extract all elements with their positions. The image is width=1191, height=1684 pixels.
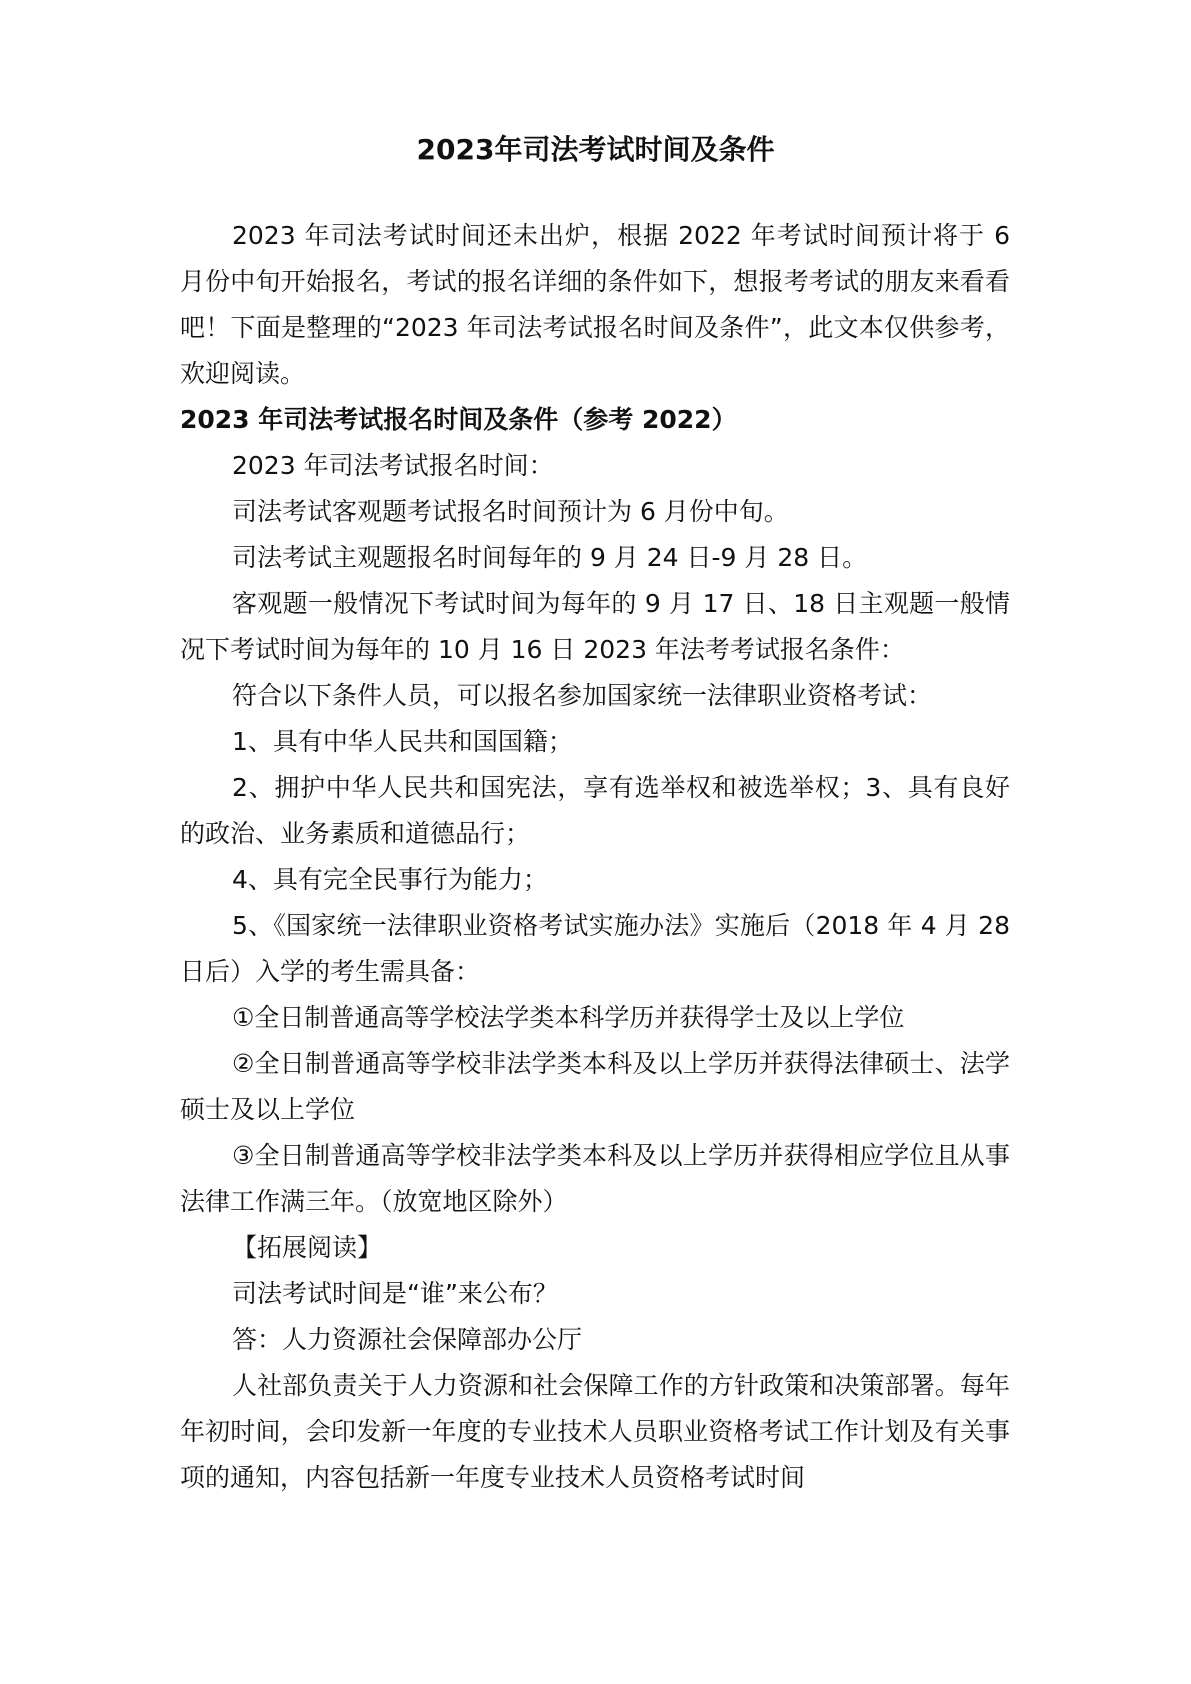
eligibility-intro-paragraph: 符合以下条件人员，可以报名参加国家统一法律职业资格考试：	[232, 681, 933, 710]
condition-5-paragraph: 5、《国家统一法律职业资格考试实施办法》实施后（2018 年 4 月 28 日后）入学的考生需具备：	[180, 911, 1010, 986]
question-paragraph: 司法考试时间是“谁”来公布？	[232, 1279, 558, 1308]
document-title: 2023年司法考试时间及条件	[416, 133, 775, 166]
exam-dates-paragraph: 客观题一般情况下考试时间为每年的 9 月 17 日、18 日主观题一般情况下考试时间为每年的 10 月 16 日 2023 年法考考试报名条件：	[180, 589, 1010, 664]
condition-4-paragraph: 4、具有完全民事行为能力；	[232, 865, 548, 894]
intro-paragraph: 2023 年司法考试时间还未出炉，根据 2022 年考试时间预计将于 6 月份中旬开始报名，考试的报名详细的条件如下，想报考考试的朋友来看看吧！下面是整理的“2023 年司法考试报名时间及条件”，此文本仅供参考，欢迎阅读。	[180, 221, 1010, 388]
answer-paragraph: 答：人力资源社会保障部办公厅	[232, 1325, 583, 1354]
ministry-paragraph: 人社部负责关于人力资源和社会保障工作的方针政策和决策部署。每年年初时间，会印发新一年度的专业技术人员职业资格考试工作计划及有关事项的通知，内容包括新一年度专业技术人员资格考试时间	[180, 1371, 1010, 1492]
requirement-2-paragraph: ②全日制普通高等学校非法学类本科及以上学历并获得法律硕士、法学硕士及以上学位	[180, 1049, 1010, 1124]
extended-reading-label: 【拓展阅读】	[232, 1233, 383, 1262]
section-heading: 2023 年司法考试报名时间及条件（参考 2022）	[180, 405, 737, 434]
document-body	[180, 213, 1010, 1501]
requirement-3-paragraph: ③全日制普通高等学校非法学类本科及以上学历并获得相应学位且从事法律工作满三年。（放宽地区除外）	[180, 1141, 1010, 1216]
objective-registration-paragraph: 司法考试客观题考试报名时间预计为 6 月份中旬。	[232, 497, 789, 526]
condition-1-paragraph: 1、具有中华人民共和国国籍；	[232, 727, 573, 756]
subjective-registration-paragraph: 司法考试主观题报名时间每年的 9 月 24 日-9 月 28 日。	[232, 543, 868, 572]
condition-2-3-paragraph: 2、拥护中华人民共和国宪法，享有选举权和被选举权；3、具有良好的政治、业务素质和道德品行；	[180, 773, 1010, 848]
registration-time-heading: 2023 年司法考试报名时间：	[232, 451, 554, 480]
requirement-1-paragraph: ①全日制普通高等学校法学类本科学历并获得学士及以上学位	[232, 1003, 905, 1032]
